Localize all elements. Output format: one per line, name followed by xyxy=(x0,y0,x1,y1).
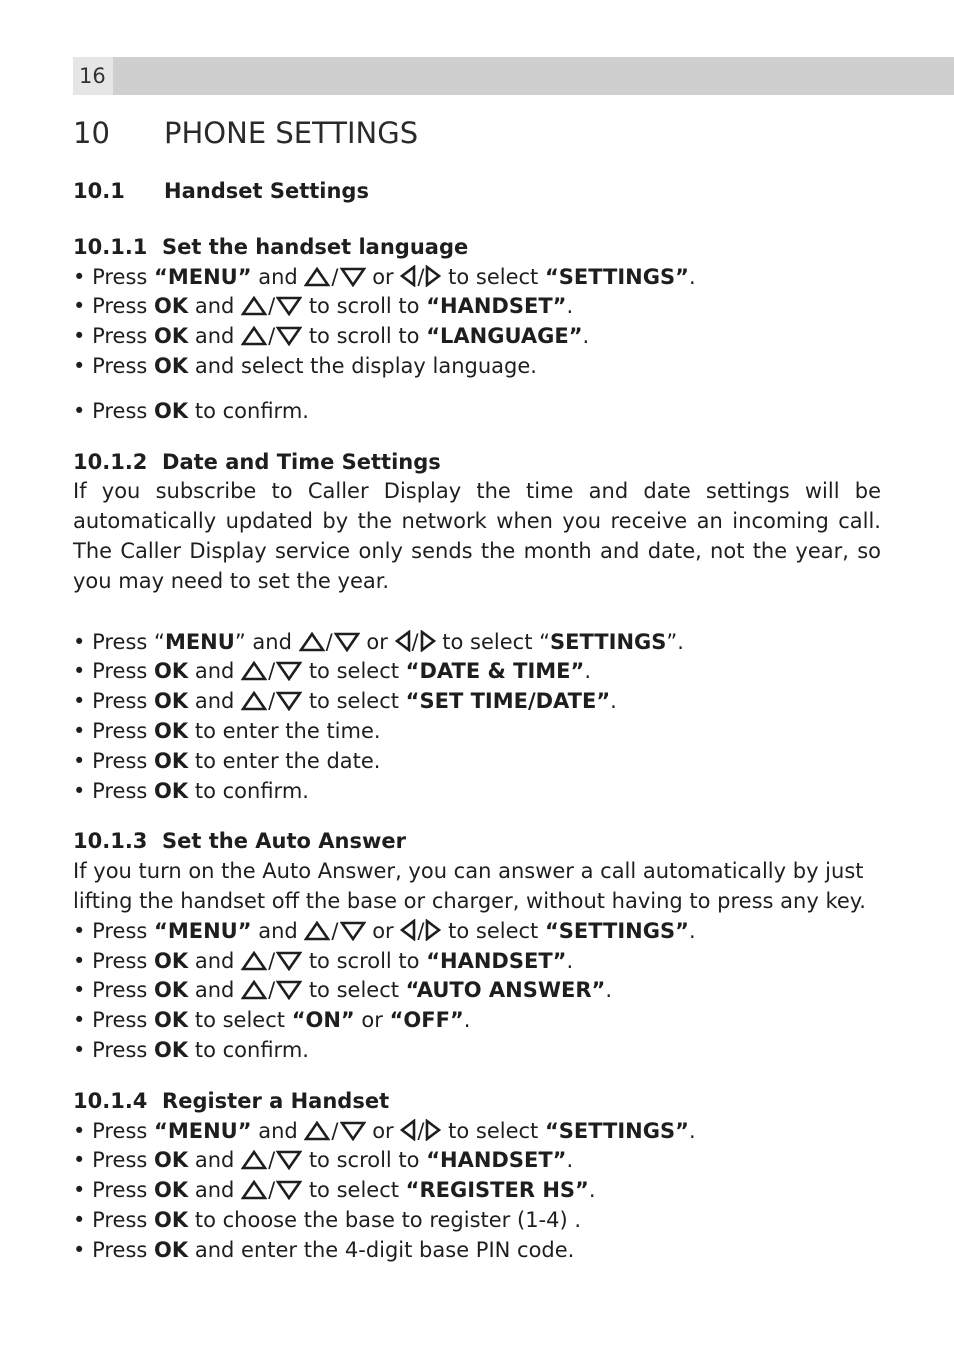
subsection-number: 10.1.4 xyxy=(73,1088,148,1113)
down-triangle-icon xyxy=(340,1121,366,1141)
list-item: • Press “MENU” and / or / to select “SETTINGS”. xyxy=(73,264,696,289)
up-triangle-icon xyxy=(241,661,267,681)
list-item: • Press OK to confirm. xyxy=(73,398,309,423)
down-triangle-icon xyxy=(340,267,366,287)
subsection-title: Set the Auto Answer xyxy=(162,829,406,854)
down-triangle-icon xyxy=(276,691,302,711)
subsection-title: Date and Time Settings xyxy=(162,449,441,474)
down-triangle-icon xyxy=(276,1150,302,1170)
right-triangle-icon xyxy=(425,1119,441,1141)
list-item: • Press OK to enter the time. xyxy=(73,718,381,743)
list-item: • Press OK to select “ON” or “OFF”. xyxy=(73,1008,471,1033)
up-triangle-icon xyxy=(241,980,267,1000)
list-item: • Press OK to confirm. xyxy=(73,778,309,803)
up-triangle-icon xyxy=(304,1121,330,1141)
down-triangle-icon xyxy=(276,1180,302,1200)
list-item: • Press OK and enter the 4-digit base PIN code. xyxy=(73,1237,575,1262)
subsection-number: 10.1.3 xyxy=(73,829,148,854)
subsection-title: Set the handset language xyxy=(162,234,469,259)
down-triangle-icon xyxy=(276,296,302,316)
right-triangle-icon xyxy=(420,630,436,652)
up-triangle-icon xyxy=(304,921,330,941)
section-heading xyxy=(73,177,881,207)
list-item: • Press OK and / to scroll to “LANGUAGE”. xyxy=(73,324,590,349)
subsection-number: 10.1.1 xyxy=(73,234,148,259)
up-triangle-icon xyxy=(241,951,267,971)
subsection-heading xyxy=(73,233,881,263)
up-triangle-icon xyxy=(241,326,267,346)
section-number: 10.1 xyxy=(73,179,125,203)
up-triangle-icon xyxy=(241,296,267,316)
page-number: 16 xyxy=(73,57,113,95)
list-item: • Press “MENU” and / or / to select “SETTINGS”. xyxy=(73,1118,696,1143)
down-triangle-icon xyxy=(276,326,302,346)
chapter-number: 10 xyxy=(73,116,110,150)
up-triangle-icon xyxy=(241,691,267,711)
list-item: • Press “MENU” and / or / to select “SETTINGS”. xyxy=(73,629,684,654)
left-triangle-icon xyxy=(400,919,416,941)
down-triangle-icon xyxy=(276,661,302,681)
list-item: • Press OK and / to scroll to “HANDSET”. xyxy=(73,948,574,973)
list-item: • Press “MENU” and / or / to select “SETTINGS”. xyxy=(73,918,696,943)
page-content xyxy=(73,177,881,1266)
left-triangle-icon xyxy=(400,1119,416,1141)
list-item: • Press OK and / to select “REGISTER HS”. xyxy=(73,1178,596,1203)
list-item: • Press OK and / to select “DATE & TIME”. xyxy=(73,659,592,684)
list-item: • Press OK and / to select “SET TIME/DATE”. xyxy=(73,689,617,714)
list-item: • Press OK and / to scroll to “HANDSET”. xyxy=(73,1148,574,1173)
subsection-title: Register a Handset xyxy=(162,1088,390,1113)
chapter-title: PHONE SETTINGS xyxy=(164,116,419,150)
list-item: • Press OK and / to select “AUTO ANSWER”. xyxy=(73,978,613,1003)
up-triangle-icon xyxy=(299,632,325,652)
up-triangle-icon xyxy=(304,267,330,287)
subsection-heading xyxy=(73,827,881,857)
down-triangle-icon xyxy=(334,632,360,652)
subsection-heading xyxy=(73,448,881,478)
right-triangle-icon xyxy=(425,265,441,287)
right-triangle-icon xyxy=(425,919,441,941)
left-triangle-icon xyxy=(400,265,416,287)
left-triangle-icon xyxy=(395,630,411,652)
down-triangle-icon xyxy=(276,951,302,971)
down-triangle-icon xyxy=(276,980,302,1000)
paragraph-line: If you turn on the Auto Answer, you can answer a call automatically by just xyxy=(73,859,864,884)
list-item: • Press OK to enter the date. xyxy=(73,748,381,773)
down-triangle-icon xyxy=(340,921,366,941)
section-title: Handset Settings xyxy=(164,179,369,203)
up-triangle-icon xyxy=(241,1180,267,1200)
list-item: • Press OK and select the display language. xyxy=(73,353,537,378)
subsection-heading xyxy=(73,1087,881,1117)
list-item: • Press OK to choose the base to register (1-4) . xyxy=(73,1207,582,1232)
subsection-number: 10.1.2 xyxy=(73,449,148,474)
chapter-heading xyxy=(73,114,418,152)
list-item: • Press OK and / to scroll to “HANDSET”. xyxy=(73,294,574,319)
paragraph: If you subscribe to Caller Display the time and date settings will be automatically updated by the network when you receive an incoming call. The Caller Display service only sends the month and date, not the year, so you may need to set the year. xyxy=(73,479,881,593)
list-item: • Press OK to confirm. xyxy=(73,1037,309,1062)
paragraph-line: lifting the handset off the base or charger, without having to press any key. xyxy=(73,888,866,913)
up-triangle-icon xyxy=(241,1150,267,1170)
page-header-bar xyxy=(73,57,954,95)
